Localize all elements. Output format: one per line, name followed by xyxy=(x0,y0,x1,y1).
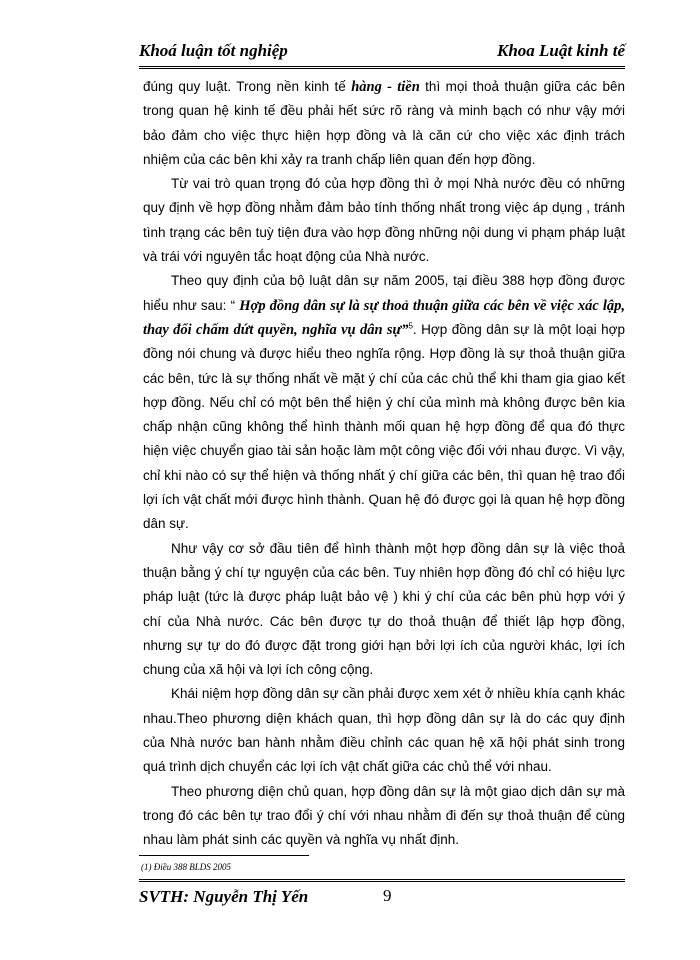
footer-author: SVTH: Nguyễn Thị Yến xyxy=(139,887,309,906)
quotation: Hợp đồng dân sự là sự thoả thuận giữa các bên về việc xác lập, thay đổi chấm dứt quyền, nghĩa vụ dân sự” xyxy=(143,297,626,338)
paragraph: Khái niệm hợp đồng dân sự cần phải được xem xét ở nhiều khía cạnh khác nhau.Theo phương diện khách quan, thì hợp đồng dân sự là do các quy định của Nhà nước ban hành nhằm điều chỉnh các quan hệ xã hội phát sinh trong quá trình dịch chuyển các lợi ích vật chất giữa các chủ thể với nhau. xyxy=(143,686,625,775)
paragraph: Theo quy định của bộ luật dân sự năm 2005, tại điều 388 hợp đồng được hiểu như sau: “ Hợp đồng dân sự là sự thoả thuận giữa các bên về việc xác lập, thay đổi chấm dứt quyền, nghĩa vụ dân sự”$^5$. Hợp đồng dân sự là một loại hợp đồng nói chung và được hiểu theo nghĩa rộng. Hợp đồng là sự thoả thuận giữa các bên, tức là sự thống nhất về mặt ý chí của các chủ thể khi tham gia giao kết hợp đồng. Nếu chỉ có một bên thể hiện ý chí của mình mà không được bên kia chấp nhận cũng không thể hình thành mối quan hệ hợp đồng để qua đó thực hiện việc chuyển giao tài sản hoặc làm một công việc đối với nhau được. Vì vậy, chỉ khi nào có sự thể hiện và thống nhất ý chí giữa các bên, thì quan hệ trao đổi lợi ích vật chất mới được hình thành. Quan hệ đó được gọi là quan hệ hợp đồng dân sự. xyxy=(143,273,626,532)
footnote-marker: 5 xyxy=(408,321,413,331)
header-title: Khoá luận tốt nghiệp xyxy=(139,41,288,60)
emphasis: hàng - tiền xyxy=(351,79,420,95)
footnote-rule xyxy=(139,855,309,856)
page-body xyxy=(143,75,625,853)
paragraph: Từ vai trò quan trọng đó của hợp đồng thì ở mọi Nhà nước đều có những quy định về hợp đồng nhằm đảm bảo tính thống nhất trong việc áp dụng , tránh tình trạng các bên tuỳ tiện đưa vào hợp đồng những nội dung vi phạm pháp luật và trái với nguyên tắc hoạt động của Nhà nước. xyxy=(143,176,625,265)
page-number: 9 xyxy=(383,886,392,905)
paragraph: đúng quy luật. Trong nền kinh tế hàng - tiền thì mọi thoả thuận giữa các bên trong quan hệ kinh tế đều phải hết sức rõ ràng và minh bạch có như vậy mới bảo đảm cho việc thực hiện hợp đồng và là căn cứ cho việc xác định trách nhiệm của các bên khi xảy ra tranh chấp liên quan đến hợp đồng. xyxy=(143,79,626,167)
paragraph: Như vậy cơ sở đầu tiên để hình thành một hợp đồng dân sự là việc thoả thuận bằng ý chí tự nguyện của các bên. Tuy nhiên hợp đồng đó chỉ có hiệu lực pháp luật (tức là được pháp luật bảo vệ ) khi ý chí của các bên phù hợp với ý chí của Nhà nước. Các bên được tự do thoả thuận để thiết lập hợp đồng, nhưng sự tự do đó được đặt trong giới hạn bởi lợi ích của người khác, lợi ích chung của xã hội và lợi ích công cộng. xyxy=(143,540,625,678)
page-header xyxy=(139,40,625,69)
footnote: (1) Điều 388 BLDS 2005 xyxy=(141,862,231,872)
header-department: Khoa Luật kinh tế xyxy=(496,41,625,60)
paragraph: Theo phương diện chủ quan, hợp đồng dân sự là một giao dịch dân sự mà trong đó các bên tự trao đổi ý chí với nhau nhằm đi đến sự thoả thuận để cùng nhau làm phát sinh các quyền và nghĩa vụ nhất định. xyxy=(143,783,625,848)
page-footer xyxy=(139,879,625,910)
